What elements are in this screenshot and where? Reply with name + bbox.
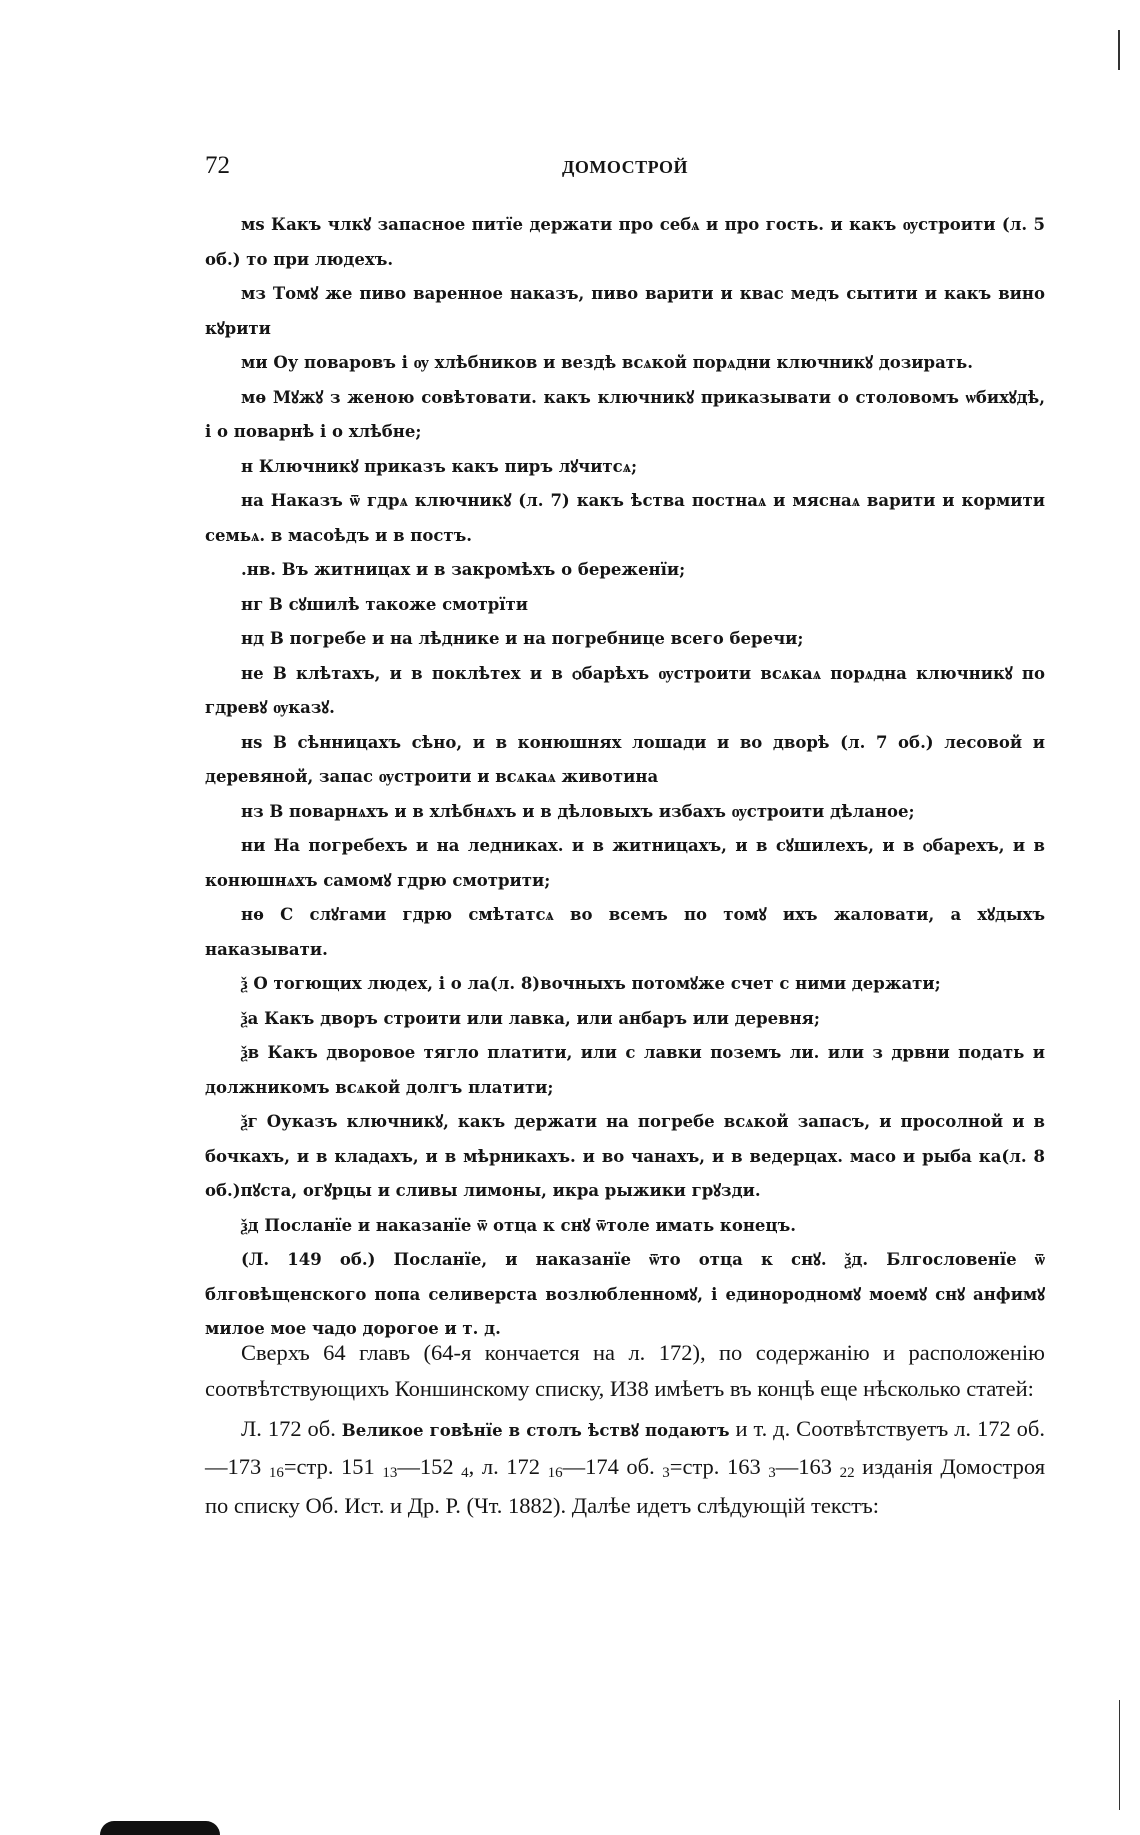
text-run: —163 [775, 1454, 833, 1479]
line-ref: 16 [547, 1465, 563, 1481]
chapter-entry: мѳ Мꙋжꙋ з женою совѣтовати. какъ ключникꙋ приказывати о столовомъ ѡбихꙋдѣ, і о поварнѣ і о хлѣбне; [205, 387, 1045, 441]
chapter-entry: ѯв Какъ дворовое тягло платити, или с лавки поземъ ли. или з дрвни подать и должникомъ всѧкой долгъ платити; [205, 1043, 1045, 1097]
chapter-entry: ѯд Посланїе и наказанїе ѿ отца к снꙋ ѿтоле имать конецъ. [241, 1215, 796, 1235]
page-header [205, 152, 1045, 186]
text-run: —174 об. [562, 1454, 655, 1479]
chapter-entry: нѕ В сѣнницахъ сѣно, и в конюшнях лошади и во дворѣ (л. 7 об.) лесовой и деревяной, запас ѹстроити и всѧкаѧ животина [205, 732, 1045, 786]
chapter-entry: ѯг Оуказъ ключникꙋ, какъ держати на погребе всѧкой запасъ, и просолной и в бочкахъ, и в кладахъ, и в мѣрникахъ. и во чанахъ, и в ведерцах. масо и рыба ка(л. 8 об.)пꙋста, огꙋрцы и сливы лимоны, икра рыжики грꙋзди. [205, 1112, 1045, 1200]
page-edge-mark-bottom [1119, 1700, 1120, 1810]
text-run: =стр. 163 [669, 1454, 761, 1479]
chapter-entry: нг В сꙋшилѣ такоже смотрїти [241, 594, 528, 614]
line-ref: 3 [662, 1465, 670, 1481]
line-ref: 4 [461, 1465, 469, 1481]
line-ref: 22 [839, 1465, 855, 1481]
chapter-entry: ми Оу поваровъ і ѹ хлѣбников и вездѣ всѧкой порѧдни ключникꙋ дозирать. [241, 353, 973, 372]
page-edge-mark [1118, 30, 1120, 70]
chapter-entry: н Ключникꙋ приказъ какъ пиръ лꙋчитсѧ; [241, 456, 638, 476]
text-run: Л. 172 об. [241, 1416, 336, 1441]
closing-entry: (Л. 149 об.) Посланїе, и наказанїе ѿто отца к снꙋ. ѯд. Блгословенїе ѿ блговѣщенского попа селиверста возлюбленномꙋ, і единородномꙋ моемꙋ снꙋ анфимꙋ милое мое чадо дорогое и т. д. [205, 1250, 1045, 1338]
quoted-incipit: Великое говѣнїе в столъ ѣствꙋ подаютъ [341, 1421, 730, 1440]
line-ref: 3 [768, 1465, 776, 1481]
chapter-entry: на Наказъ ѿ гдрѧ ключникꙋ (л. 7) какъ ѣства постнаѧ и мяснаѧ варити и кормити семьѧ. в масоѣдъ и в постъ. [205, 491, 1045, 545]
text-run: , л. 172 [468, 1454, 540, 1479]
text-run: изданія Домостроя по списку Об. Ист. и Др. Р. (Чт. 1882). Далѣе идетъ слѣдующій текстъ: [205, 1454, 1046, 1518]
line-ref: 13 [382, 1465, 398, 1481]
chapter-entry: не В клѣтахъ, и в поклѣтех и в ѻбарѣхъ ѹстроити всѧкаѧ порѧдна ключникꙋ по гдревꙋ ѹказꙋ. [205, 663, 1045, 717]
line-ref: 16 [268, 1465, 284, 1481]
editor-commentary [205, 1335, 1045, 1528]
chapter-entry: ѯа Какъ дворъ строити или лавка, или анбаръ или деревня; [241, 1008, 820, 1028]
chapter-entry: мѕ Какъ члкꙋ запасное питїе держати про себѧ и про гость. и какъ ѹстроити (л. 5 об.) то при людехъ. [205, 215, 1045, 269]
running-title: ДОМОСТРОЙ [562, 157, 688, 177]
chapter-entry: ни На погребехъ и на ледниках. и в житницахъ, и в сꙋшилехъ, и в ѻбарехъ, и в конюшнѧхъ самомꙋ гдрю смотрити; [205, 836, 1045, 890]
commentary-paragraph-2 [205, 1411, 1045, 1524]
chapter-list [205, 208, 1045, 1347]
chapter-entry: мз Томꙋ же пиво варенное наказъ, пиво варити и квас медъ сытити и какъ вино кꙋрити [205, 284, 1045, 338]
commentary-paragraph: Сверхъ 64 главъ (64-я кончается на л. 172), по содержанію и расположенію соотвѣтствующихъ Коншинскому списку, ИЗ8 имѣетъ въ концѣ еще нѣсколько статей: [205, 1340, 1045, 1401]
chapter-entry: ѯ О тогющих людех, і о ла(л. 8)вочныхъ потомꙋже счет с ними держати; [241, 974, 941, 993]
chapter-entry: .нв. Въ житницах и в закромѣхъ о береженїи; [241, 560, 686, 579]
text-run: —152 [397, 1454, 454, 1479]
text-run: =стр. 151 [283, 1454, 375, 1479]
text-run: и т. д. Соотвѣтствуетъ л. 172 об.—173 [205, 1416, 1046, 1479]
ink-blot [100, 1821, 220, 1835]
chapter-entry: нд В погребе и на лѣднике и на погребнице всего беречи; [241, 629, 804, 648]
page-number: 72 [205, 152, 230, 179]
chapter-entry: нѳ С слꙋгами гдрю смѣтатсѧ во всемъ по томꙋ ихъ жаловати, а хꙋдыхъ наказывати. [205, 905, 1045, 959]
chapter-entry: нз В поварнѧхъ и в хлѣбнѧхъ и в дѣловыхъ избахъ ѹстроити дѣланое; [241, 801, 915, 821]
